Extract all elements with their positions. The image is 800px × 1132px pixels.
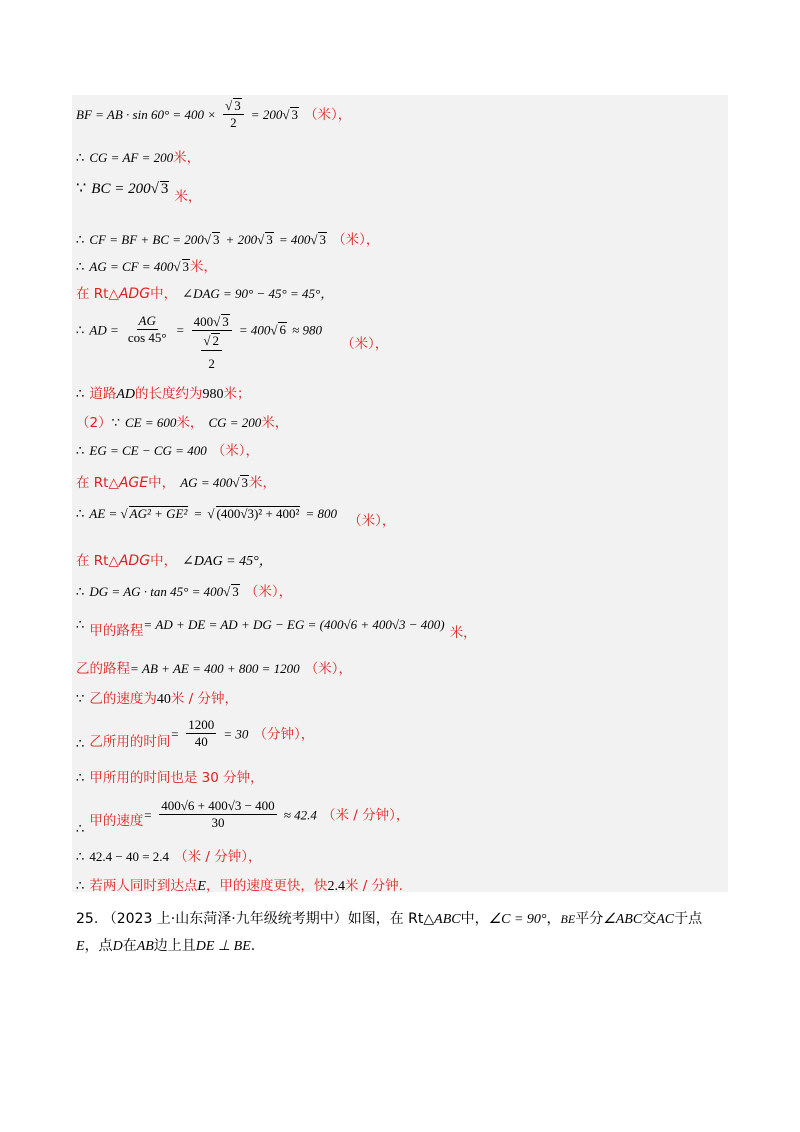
- question-text: ，点: [84, 938, 113, 954]
- solution-line-7: ∴ AD = $\frac{AG}{\cos 45^\circ}$ = 400√ 3 √ 2 2 = 400√ 6 ≈ 980 $_{(米),}$: [76, 313, 389, 371]
- radicand: 3: [234, 98, 241, 113]
- question-text: 在: [122, 938, 137, 954]
- text: 在 Rt△: [76, 553, 119, 569]
- therefore-symbol: ∴: [76, 822, 85, 838]
- equation: ≈ 980: [292, 322, 322, 338]
- question-text: 平分: [575, 911, 604, 927]
- solution-line-14: ∴ DG = AG · tan 45° = 400√ 3 （米），: [76, 584, 293, 600]
- equation: CE = 600: [124, 415, 177, 430]
- unit: （米），: [211, 443, 260, 459]
- question-text: 如图，在 Rt△: [347, 911, 435, 927]
- equation: AG = CF = 400: [89, 259, 174, 274]
- fraction: $\frac{√ 3}{2}$: [223, 98, 244, 131]
- fraction: [159, 799, 276, 831]
- text: 米；: [223, 386, 251, 402]
- because-symbol: ∵: [76, 692, 85, 707]
- unit: 米，: [449, 625, 477, 641]
- equation: + 200: [225, 232, 258, 247]
- text: 中，: [148, 475, 176, 491]
- solution-line-6: [76, 285, 333, 302]
- equation: AE =: [89, 506, 121, 521]
- unit: 米，: [174, 189, 202, 205]
- radicand: 3: [182, 259, 190, 274]
- therefore-symbol: ∴: [76, 151, 85, 166]
- because-symbol: ∵: [76, 178, 87, 197]
- radicand: 3: [232, 584, 239, 599]
- unit: 米，: [190, 259, 218, 275]
- variable: ∠ABC: [603, 912, 643, 927]
- solution-line-21: [76, 848, 262, 865]
- text: 在 Rt△: [76, 475, 119, 491]
- solution-line-17: [76, 690, 238, 707]
- variable: E: [197, 879, 206, 894]
- radicand: 3: [266, 232, 273, 247]
- variable: ABC: [434, 912, 461, 927]
- variable: AB: [136, 939, 154, 954]
- denominator: 30: [211, 815, 225, 831]
- therefore-symbol: ∴: [76, 507, 85, 522]
- solution-line-20: [76, 798, 410, 838]
- solution-line-12: ∴ AE = √ AG² + GE² = √ (400√3)² + 400² = 800 $_{(米),}$: [76, 506, 396, 529]
- equation: BF = AB · sin 60° = 400 ×: [76, 106, 216, 122]
- solution-line-1: BF = AB · sin 60° = 400 × $\frac{√ 3}{2}$ = 200√ 3 （米），: [76, 98, 352, 131]
- text: （2）: [76, 415, 112, 431]
- unit: （米），: [348, 513, 396, 529]
- text: 若两人同时到达点: [89, 878, 198, 894]
- unit: （米 / 分钟），: [322, 807, 410, 824]
- therefore-symbol: ∴: [76, 444, 85, 459]
- therefore-symbol: ∴: [76, 618, 85, 633]
- unit: 米，: [176, 415, 204, 431]
- solution-line-3: ∵ BC = 200√ 3 $_{米,}$: [76, 178, 202, 205]
- solution-line-8: [76, 385, 251, 402]
- solution-line-5: ∴ AG = CF = 400√ 3米，: [76, 259, 218, 275]
- equation: CF = BF + BC = 200: [89, 232, 204, 247]
- number: 2.4: [327, 879, 345, 894]
- unit: （米），: [332, 232, 380, 248]
- solution-line-9: [76, 414, 288, 431]
- unit: （米），: [304, 106, 352, 123]
- text: 乙的速度为: [89, 691, 157, 707]
- text: 米 / 分钟.: [344, 878, 403, 894]
- equation: =: [193, 506, 203, 521]
- fraction: [186, 718, 216, 750]
- equation: ≈ 42.4: [283, 807, 317, 823]
- denominator: 2: [230, 115, 237, 131]
- text: 道路: [89, 386, 117, 402]
- question-text: 中，: [460, 911, 489, 927]
- equation: = 800: [305, 506, 338, 521]
- numerator: AG: [137, 314, 158, 330]
- radicand: 3: [212, 232, 220, 247]
- question-text: 交: [642, 911, 657, 927]
- question-25: [76, 906, 726, 960]
- therefore-symbol: ∴: [76, 323, 85, 339]
- denominator: cos 45°: [127, 330, 167, 346]
- variable: E: [76, 939, 85, 954]
- radicand: 3: [319, 232, 326, 247]
- denominator: 2: [208, 355, 215, 371]
- solution-line-15: [76, 616, 477, 641]
- variable: AC: [656, 912, 675, 927]
- solution-line-18: [76, 717, 315, 753]
- therefore-symbol: ∴: [76, 737, 85, 753]
- triangle-name: AGE: [118, 475, 149, 491]
- unit: 米，: [248, 475, 276, 491]
- solution-line-11: 在 Rt△AGE中， AG = 400√ 3米，: [76, 475, 276, 491]
- radicand: 3: [241, 475, 248, 490]
- solution-line-10: [76, 442, 259, 459]
- triangle-name: ADG: [118, 553, 151, 569]
- variable: AD: [116, 387, 136, 402]
- equation: CG = 200: [208, 415, 262, 430]
- radicand: 3: [160, 181, 169, 197]
- text: ，甲的速度更快，快: [205, 878, 328, 894]
- equation: 42.4 − 40 = 2.4: [89, 849, 170, 864]
- equation: DG = AG · tan 45° = 400: [89, 584, 224, 599]
- numerator: 400: [193, 314, 214, 329]
- equation: EG = CE − CG = 400: [89, 443, 207, 458]
- radicand: 3: [291, 106, 298, 122]
- radicand: 2: [212, 333, 219, 349]
- therefore-symbol: ∴: [76, 387, 85, 402]
- question-text: ，: [546, 911, 561, 927]
- variable: DE ⊥ BE: [195, 939, 251, 954]
- solution-line-2: [76, 149, 200, 166]
- variable: BE: [560, 912, 576, 926]
- equation: = 30: [223, 726, 249, 742]
- equation: AG = 400: [180, 475, 233, 490]
- solution-line-22: [76, 877, 403, 894]
- equation: =: [170, 726, 180, 742]
- unit: （米），: [244, 584, 293, 600]
- text: 的长度约为: [135, 386, 203, 402]
- text: 乙的路程: [76, 661, 130, 677]
- text: 中，: [150, 286, 178, 302]
- unit: 米 / 分钟，: [170, 691, 239, 707]
- therefore-symbol: ∴: [76, 850, 85, 865]
- numerator: 1200: [186, 718, 216, 734]
- radicand: AG² + GE²: [129, 506, 188, 521]
- question-number: 25.: [76, 911, 99, 927]
- unit: （米），: [304, 661, 352, 677]
- text: 中，: [150, 553, 178, 569]
- unit: 米，: [261, 415, 289, 431]
- equation: = 400: [238, 322, 271, 338]
- unit: （米 / 分钟），: [174, 849, 262, 865]
- equation: = 400: [278, 232, 311, 247]
- text: 甲的路程: [89, 623, 144, 639]
- because-symbol: ∵: [111, 416, 120, 431]
- question-text: .: [250, 938, 256, 954]
- number: 40: [156, 692, 171, 707]
- text: 甲的速度: [89, 813, 144, 830]
- equation: = 200: [250, 106, 283, 122]
- triangle-name: ADG: [118, 286, 151, 302]
- text: 甲所用的时间也是 30 分钟，: [89, 770, 264, 786]
- numerator: 400√6 + 400√3 − 400: [159, 799, 276, 815]
- radicand: (400√3)² + 400²: [216, 506, 300, 521]
- equation: =: [175, 322, 185, 338]
- equation: CG = AF = 200: [89, 150, 174, 165]
- solution-line-16: [76, 660, 352, 677]
- unit: 米，: [173, 150, 201, 166]
- radicand: 3: [222, 314, 229, 329]
- unit: （米），: [341, 336, 389, 353]
- question-text: 边上且: [153, 938, 196, 954]
- variable: ∠C = 90°: [488, 912, 547, 927]
- radicand: 6: [279, 322, 286, 338]
- equation: ∠DAG = 45°，: [182, 554, 273, 569]
- equation: BC = 200: [91, 181, 151, 197]
- question-text: 于点: [674, 911, 703, 927]
- therefore-symbol: ∴: [76, 260, 85, 275]
- equation: ∠DAG = 90° − 45° = 45°，: [182, 286, 334, 301]
- unit: （分钟），: [253, 726, 315, 743]
- equation: = AB + AE = 400 + 800 = 1200: [130, 661, 300, 676]
- therefore-symbol: ∴: [76, 233, 85, 248]
- solution-line-13: [76, 552, 273, 569]
- therefore-symbol: ∴: [76, 879, 85, 894]
- text: 乙所用的时间: [89, 734, 171, 751]
- solution-line-4: ∴ CF = BF + BC = 200√ 3 + 200√ 3 = 400√ 3 （米），: [76, 232, 380, 248]
- variable: D: [112, 939, 123, 954]
- fraction: 400√ 3 √ 2 2: [192, 314, 232, 371]
- fraction: [126, 314, 169, 346]
- number: 980: [202, 387, 224, 402]
- denominator: 40: [194, 734, 208, 750]
- equation: =: [143, 807, 153, 823]
- equation: AD =: [89, 322, 119, 338]
- therefore-symbol: ∴: [76, 585, 85, 600]
- question-source: （2023 上·山东菏泽·九年级统考期中）: [102, 911, 348, 927]
- solution-line-19: [76, 769, 264, 786]
- equation: = AD + DE = AD + DG − EG = (400√6 + 400√3 − 400): [143, 617, 445, 632]
- text: 在 Rt△: [76, 286, 119, 302]
- therefore-symbol: ∴: [76, 771, 85, 786]
